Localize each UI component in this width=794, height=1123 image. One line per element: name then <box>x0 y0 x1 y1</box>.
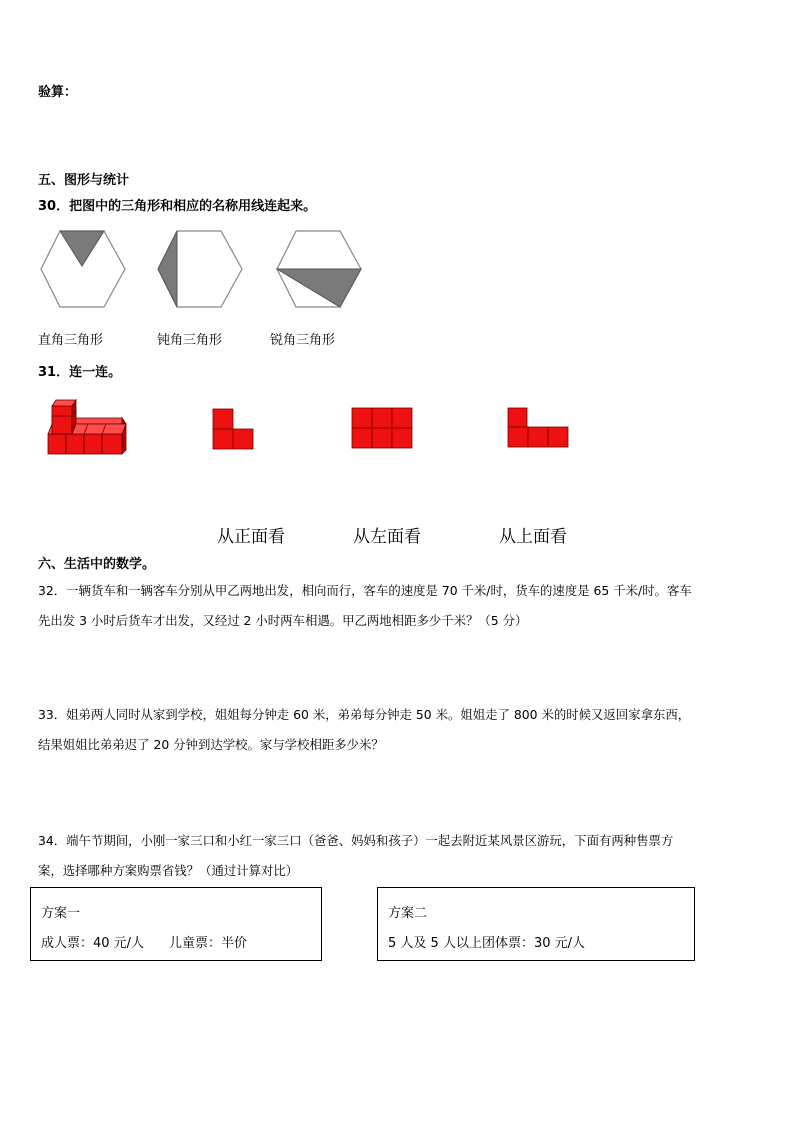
q30-text: 30．把图中的三角形和相应的名称用线连起来。 <box>38 199 317 214</box>
plan1-box <box>30 887 322 961</box>
view-shape-2 <box>351 407 415 451</box>
plan2-title: 方案二 <box>388 906 428 921</box>
q32-line2: 先出发 3 小时后货车才出发，又经过 2 小时两车相遇。甲乙两地相距多少千米？（5 分） <box>38 613 528 628</box>
view-label-front: 从正面看 <box>217 527 285 547</box>
q34-line2: 案，选择哪种方案购票省钱？（通过计算对比） <box>38 863 299 878</box>
triangle-name-right: 直角三角形 <box>38 333 104 348</box>
hexagon-right-triangle-figure <box>38 228 128 310</box>
section6-title: 六、生活中的数学。 <box>38 557 156 572</box>
q32-line1: 32．一辆货车和一辆客车分别从甲乙两地出发，相向而行，客车的速度是 70 千米/时，货车的速度是 65 千米/时。客车 <box>38 583 692 598</box>
section5-title: 五、图形与统计 <box>38 173 130 188</box>
hexagon-acute-triangle-figure <box>274 228 364 310</box>
plan2-box <box>377 887 695 961</box>
q33-line2: 结果姐姐比弟弟迟了 20 分钟到达学校。家与学校相距多少米？ <box>38 737 384 752</box>
q34-line1: 34．端午节期间，小刚一家三口和小红一家三口（爸爸、妈妈和孩子）一起去附近某风景区游玩，下面有两种售票方 <box>38 833 674 848</box>
view-shape-3 <box>507 407 571 451</box>
view-shape-1 <box>212 408 256 452</box>
view-label-top: 从上面看 <box>499 527 567 547</box>
q31-text: 31．连一连。 <box>38 365 122 380</box>
plan2-group-price: 5 人及 5 人以上团体票：30 元/人 <box>388 936 585 951</box>
triangle-name-acute: 锐角三角形 <box>270 333 336 348</box>
verify-label: 验算： <box>38 85 78 100</box>
plan1-adult-price: 成人票：40 元/人 <box>41 936 145 951</box>
triangle-name-obtuse: 钝角三角形 <box>157 333 223 348</box>
q33-line1: 33．姐弟两人同时从家到学校，姐姐每分钟走 60 米，弟弟每分钟走 50 米。姐姐走了 800 米的时候又返回家拿东西， <box>38 707 691 722</box>
cube-solid-figure <box>44 396 128 458</box>
hexagon-obtuse-triangle-figure <box>155 228 245 310</box>
view-label-left: 从左面看 <box>353 527 421 547</box>
plan1-title: 方案一 <box>41 906 81 921</box>
plan1-child-price: 儿童票：半价 <box>169 936 248 951</box>
